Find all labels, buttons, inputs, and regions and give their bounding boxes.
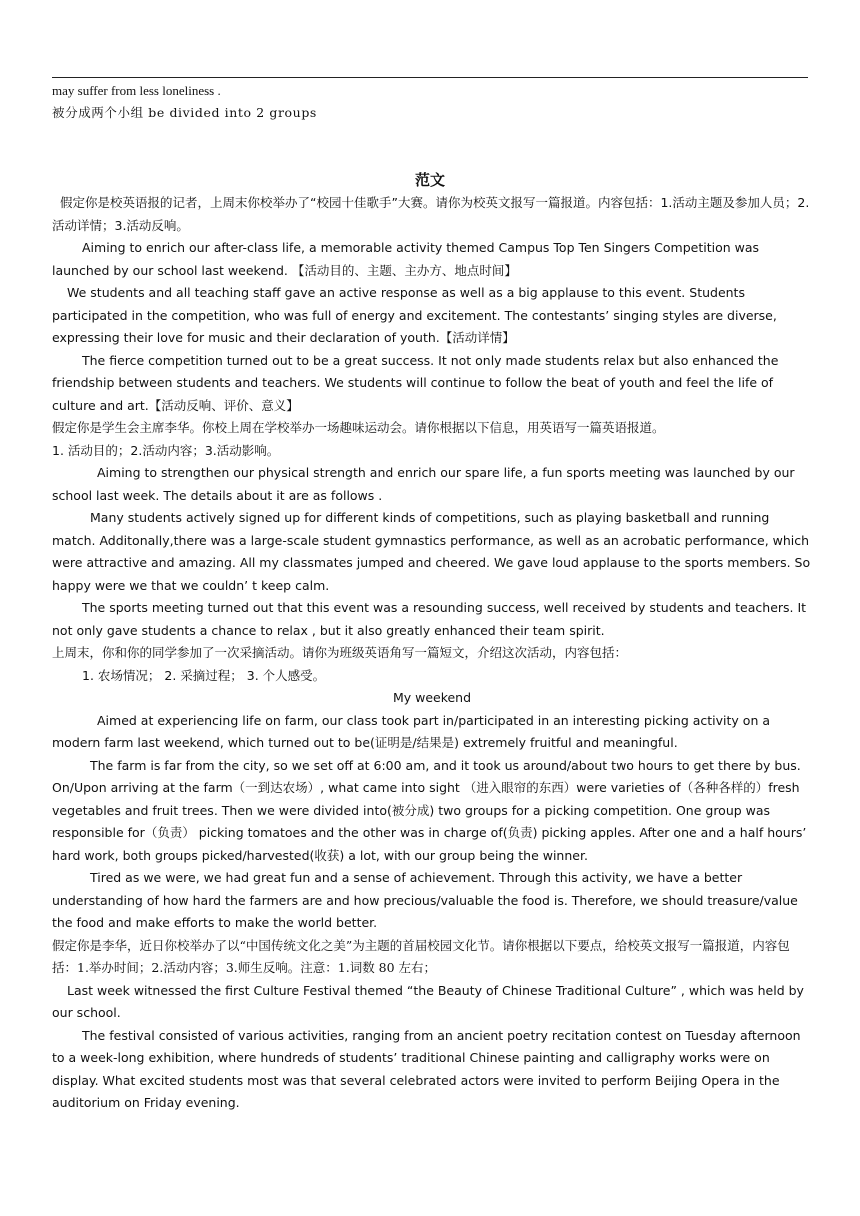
prompt-2-points: 1. 活动目的；2.活动内容；3.活动影响。 xyxy=(52,442,280,458)
prompt-3-points: 1. 农场情况； 2. 采摘过程； 3. 个人感受。 xyxy=(82,667,326,683)
essay-3-title: My weekend xyxy=(392,690,472,705)
essay-2-para-2: Many students actively signed up for different kinds of competitions, such as playing basketball and running match. Additonally,there was a large-scale student gymnastics performance, as well as an acrobatic performance, which were attractive and amazing. All my classmates jumped and cheered. We gave loud applause to the sports members. So happy were we that we couldn’ t keep calm. xyxy=(52,510,811,593)
essay-2-para-1: Aiming to strengthen our physical strength and enrich our spare life, a fun sports meeting was launched by our school last week. The details about it are as follows . xyxy=(52,465,795,503)
section-title: 范文 xyxy=(414,171,445,189)
essay-2-para-3: The sports meeting turned out that this event was a resounding success, well received by students and teachers. It not only gave students a chance to relax , but it also greatly enhanced their team spirit. xyxy=(52,600,807,638)
document-body xyxy=(52,192,812,1115)
header-line-2: 被分成两个小组 be divided into 2 groups xyxy=(52,105,317,120)
prompt-4: 假定你是李华，近日你校举办了以“中国传统文化之美”为主题的首届校园文化节。请你根据以下要点，给校英文报写一篇报道，内容包括：1.举办时间；2.活动内容；3.师生反响。注意：1.词数 80 左右； xyxy=(52,937,790,975)
essay-3-para-2: The farm is far from the city, so we set off at 6:00 am, and it took us around/about two hours to get there by bus. On/Upon arriving at the farm（一到达农场）, what came into sight （进入眼帘的东西）were varieties of（各种各样的）fresh vegetables and fruit trees. Then we were divided into(被分成) two groups for a picking competition. One group was responsible for（负责） picking tomatoes and the other was in charge of(负责) picking apples. After one and a half hours’ hard work, both groups picked/harvested(收获) a lot, with our group being the winner. xyxy=(52,757,807,863)
essay-3-para-1: Aimed at experiencing life on farm, our class took part in/participated in an interesting picking activity on a modern farm last weekend, which turned out to be(证明是/结果是) extremely fruitful and meaningful. xyxy=(52,712,770,750)
essay-1-para-3: The fierce competition turned out to be a great success. It not only made students relax but also enhanced the friendship between students and teachers. We students will continue to follow the beat of youth and feel the life of culture and art.【活动反响、评价、意义】 xyxy=(52,352,779,413)
prompt-2: 假定你是学生会主席李华。你校上周在学校举办一场趣味运动会。请你根据以下信息，用英语写一篇英语报道。 xyxy=(52,420,665,435)
header-line-1: may suffer from less loneliness . xyxy=(52,83,221,98)
essay-1-para-1: Aiming to enrich our after-class life, a memorable activity themed Campus Top Ten Singers Competition was launched by our school last weekend. 【活动目的、主题、主办方、地点时间】 xyxy=(52,240,760,278)
essay-3-para-3: Tired as we were, we had great fun and a sense of achievement. Through this activity, we have a better understanding of how hard the farmers are and how precious/valuable the food is. Therefore, we should treasure/value the food and make efforts to make the world better. xyxy=(52,870,798,930)
prompt-3: 上周末，你和你的同学参加了一次采摘活动。请你为班级英语角写一篇短文，介绍这次活动，内容包括： xyxy=(52,645,628,660)
top-rule xyxy=(52,77,808,78)
essay-4-para-1: Last week witnessed the first Culture Festival themed “the Beauty of Chinese Traditional Culture” , which was held by our school. xyxy=(52,982,804,1020)
essay-4-para-2: The festival consisted of various activities, ranging from an ancient poetry recitation contest on Tuesday afternoon to a week-long exhibition, where hundreds of students’ traditional Chinese painting and calligraphy works were on display. What excited students most was that several celebrated actors were invited to perform Beijing Opera in the auditorium on Friday evening. xyxy=(52,1027,801,1110)
prompt-1: 假定你是校英语报的记者，上周末你校举办了“校园十佳歌手”大赛。请你为校英文报写一篇报道。内容包括：1.活动主题及参加人员；2.活动详情；3.活动反响。 xyxy=(52,195,810,233)
essay-1-para-2: We students and all teaching staff gave an active response as well as a big applause to this event. Students participated in the competition, who was full of energy and excitement. The contestants’ singing styles are diverse, expressing their love for music and their declaration of youth.【活动详情】 xyxy=(52,285,777,345)
